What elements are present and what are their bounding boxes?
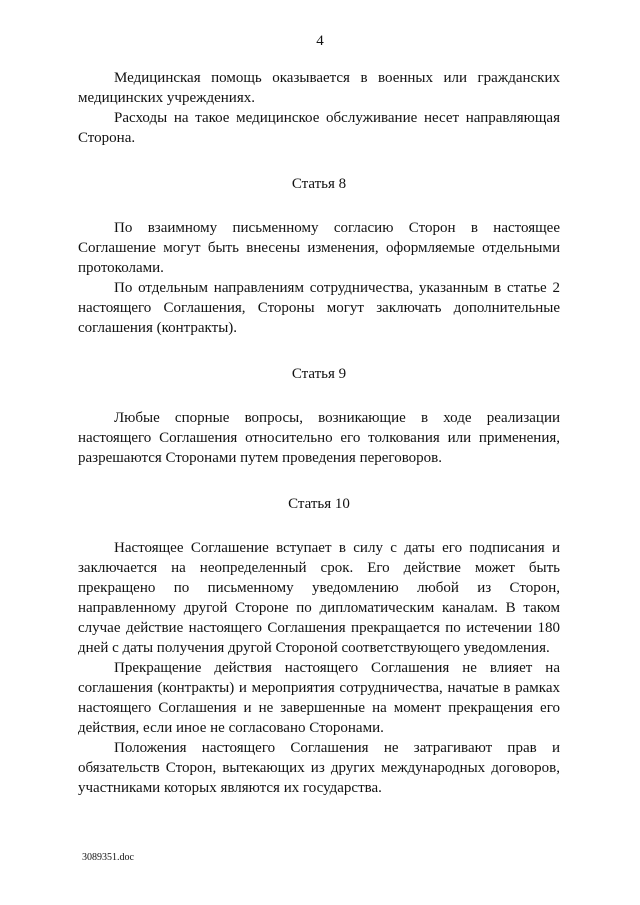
paragraph: Любые спорные вопросы, возникающие в ходе реализации настоящего Соглашения относительно его толкования или применения, разрешаются Сторонами путем проведения переговоров. xyxy=(78,410,560,466)
page-number: 4 xyxy=(316,33,324,49)
paragraph: По взаимному письменному согласию Сторон в настоящее Соглашение могут быть внесены изменения, оформляемые отдельными протоколами. xyxy=(78,220,560,276)
document-body xyxy=(78,68,560,798)
paragraph: Медицинская помощь оказывается в военных или гражданских медицинских учреждениях. xyxy=(78,70,560,106)
paragraph: Прекращение действия настоящего Соглашения не влияет на соглашения (контракты) и мероприятия сотрудничества, начатые в рамках настоящего Соглашения и не завершенные на момент прекращения его действия, если иное не согласовано Сторонами. xyxy=(78,660,560,736)
paragraph: Настоящее Соглашение вступает в силу с даты его подписания и заключается на неопределенный срок. Его действие может быть прекращено по письменному уведомлению любой из Сторон, направленному другой Стороне по дипломатическим каналам. В таком случае действие настоящего Соглашения прекращается по истечении 180 дней с даты получения другой Стороной соответствующего уведомления. xyxy=(78,540,560,656)
article-heading: Статья 10 xyxy=(288,496,350,512)
article-heading: Статья 8 xyxy=(291,176,347,192)
file-name-footer: 3089351.doc xyxy=(82,852,134,863)
paragraph: По отдельным направлениям сотрудничества, указанным в статье 2 настоящего Соглашения, Стороны могут заключать дополнительные соглашения (контракты). xyxy=(78,280,560,336)
article-heading: Статья 9 xyxy=(291,366,347,382)
paragraph: Расходы на такое медицинское обслуживание несет направляющая Сторона. xyxy=(78,110,560,146)
paragraph: Положения настоящего Соглашения не затрагивают прав и обязательств Сторон, вытекающих из других международных договоров, участниками которых являются их государства. xyxy=(78,740,560,796)
